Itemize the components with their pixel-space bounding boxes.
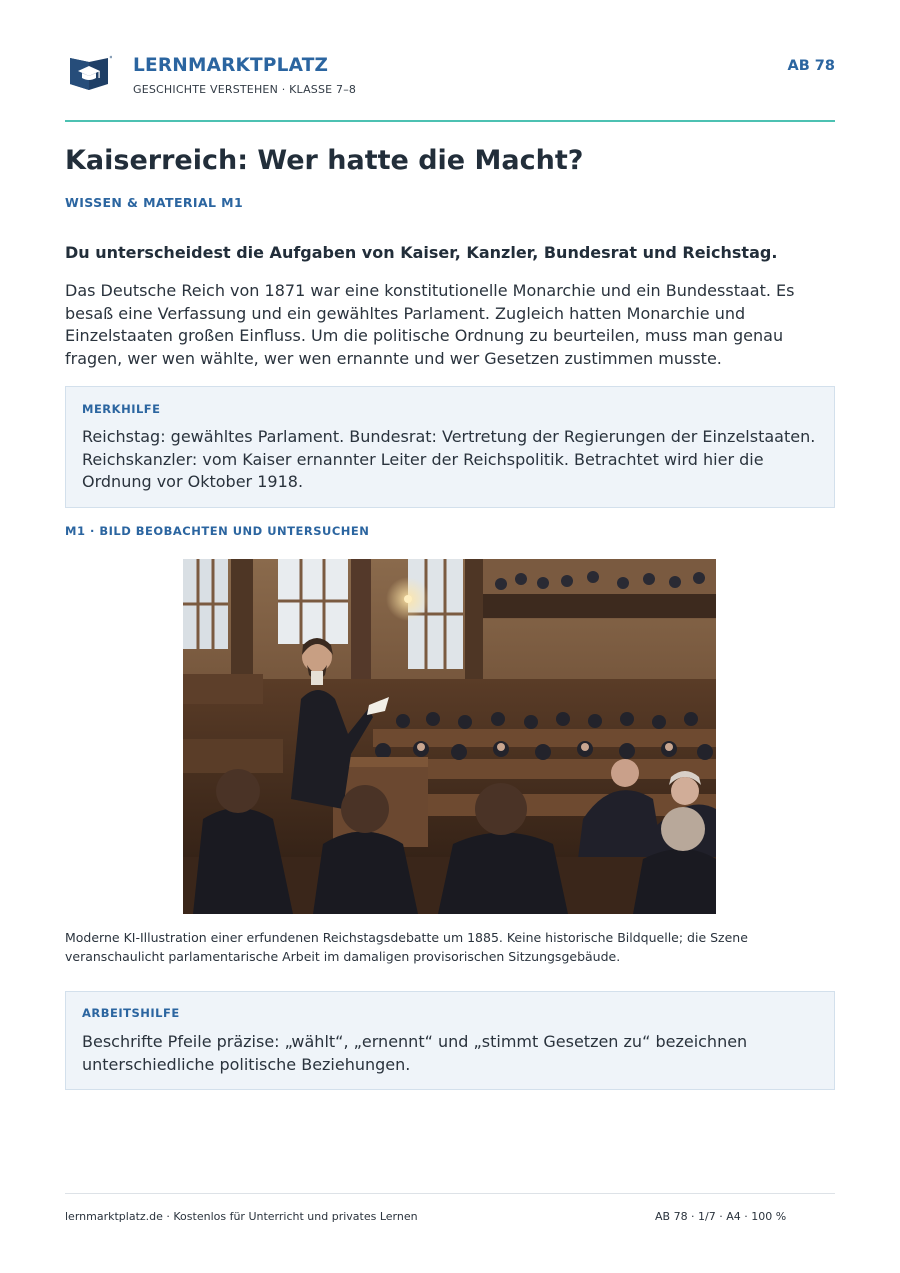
sheet-number: AB 78 <box>787 58 835 74</box>
brand-name: LERNMARKTPLATZ <box>133 55 329 76</box>
brand-subtitle: GESCHICHTE VERSTEHEN · KLASSE 7–8 <box>133 83 357 96</box>
merkhilfe-box <box>65 386 835 508</box>
m1-heading: M1 · BILD BEOBACHTEN UND UNTERSUCHEN <box>65 524 370 538</box>
header-divider <box>65 120 835 122</box>
arbeitshilfe-box <box>65 991 835 1090</box>
reichstag-illustration <box>183 559 716 914</box>
footer-site: lernmarktplatz.de · Kostenlos für Unterricht und privates Lernen <box>65 1210 418 1223</box>
footer-divider <box>65 1193 835 1194</box>
merkhilfe-title: MERKHILFE <box>82 402 161 416</box>
page-title: Kaiserreich: Wer hatte die Macht? <box>65 145 584 176</box>
arbeitshilfe-text: Beschrifte Pfeile präzise: „wählt“, „ernennt“ und „stimmt Gesetzen zu“ bezeichnen unterschiedliche politische Beziehungen. <box>82 1032 748 1074</box>
arbeitshilfe-title: ARBEITSHILFE <box>82 1006 180 1020</box>
section-kicker: WISSEN & MATERIAL M1 <box>65 195 244 210</box>
footer-page-info: AB 78 · 1/7 · A4 · 100 % <box>655 1210 787 1223</box>
graduation-cap-book-icon <box>68 54 112 92</box>
intro-paragraph: Das Deutsche Reich von 1871 war eine konstitutionelle Monarchie und ein Bundesstaat. Es besaß eine Verfassung und ein gewähltes Parlament. Zugleich hatten Monarchie und Einzelstaaten großen Einfluss. Um die politische Ordnung zu beurteilen, muss man genau fragen, wer wen wählte, wer wen ernannte und wer Gesetzen zustimmen musste. <box>65 281 795 368</box>
image-caption: Moderne KI-Illustration einer erfundenen Reichstagsdebatte um 1885. Keine historische Bildquelle; die Szene veranschaulicht parlamentarische Arbeit im damaligen provisorischen Sitzungsgebäude. <box>65 930 748 964</box>
learning-goal: Du unterscheidest die Aufgaben von Kaiser, Kanzler, Bundesrat und Reichstag. <box>65 243 778 262</box>
merkhilfe-text: Reichstag: gewähltes Parlament. Bundesrat: Vertretung der Regierungen der Einzelstaaten. Reichskanzler: vom Kaiser ernannter Leiter der Reichspolitik. Betrachtet wird hier die Ordnung vor Oktober 1918. <box>82 427 816 491</box>
